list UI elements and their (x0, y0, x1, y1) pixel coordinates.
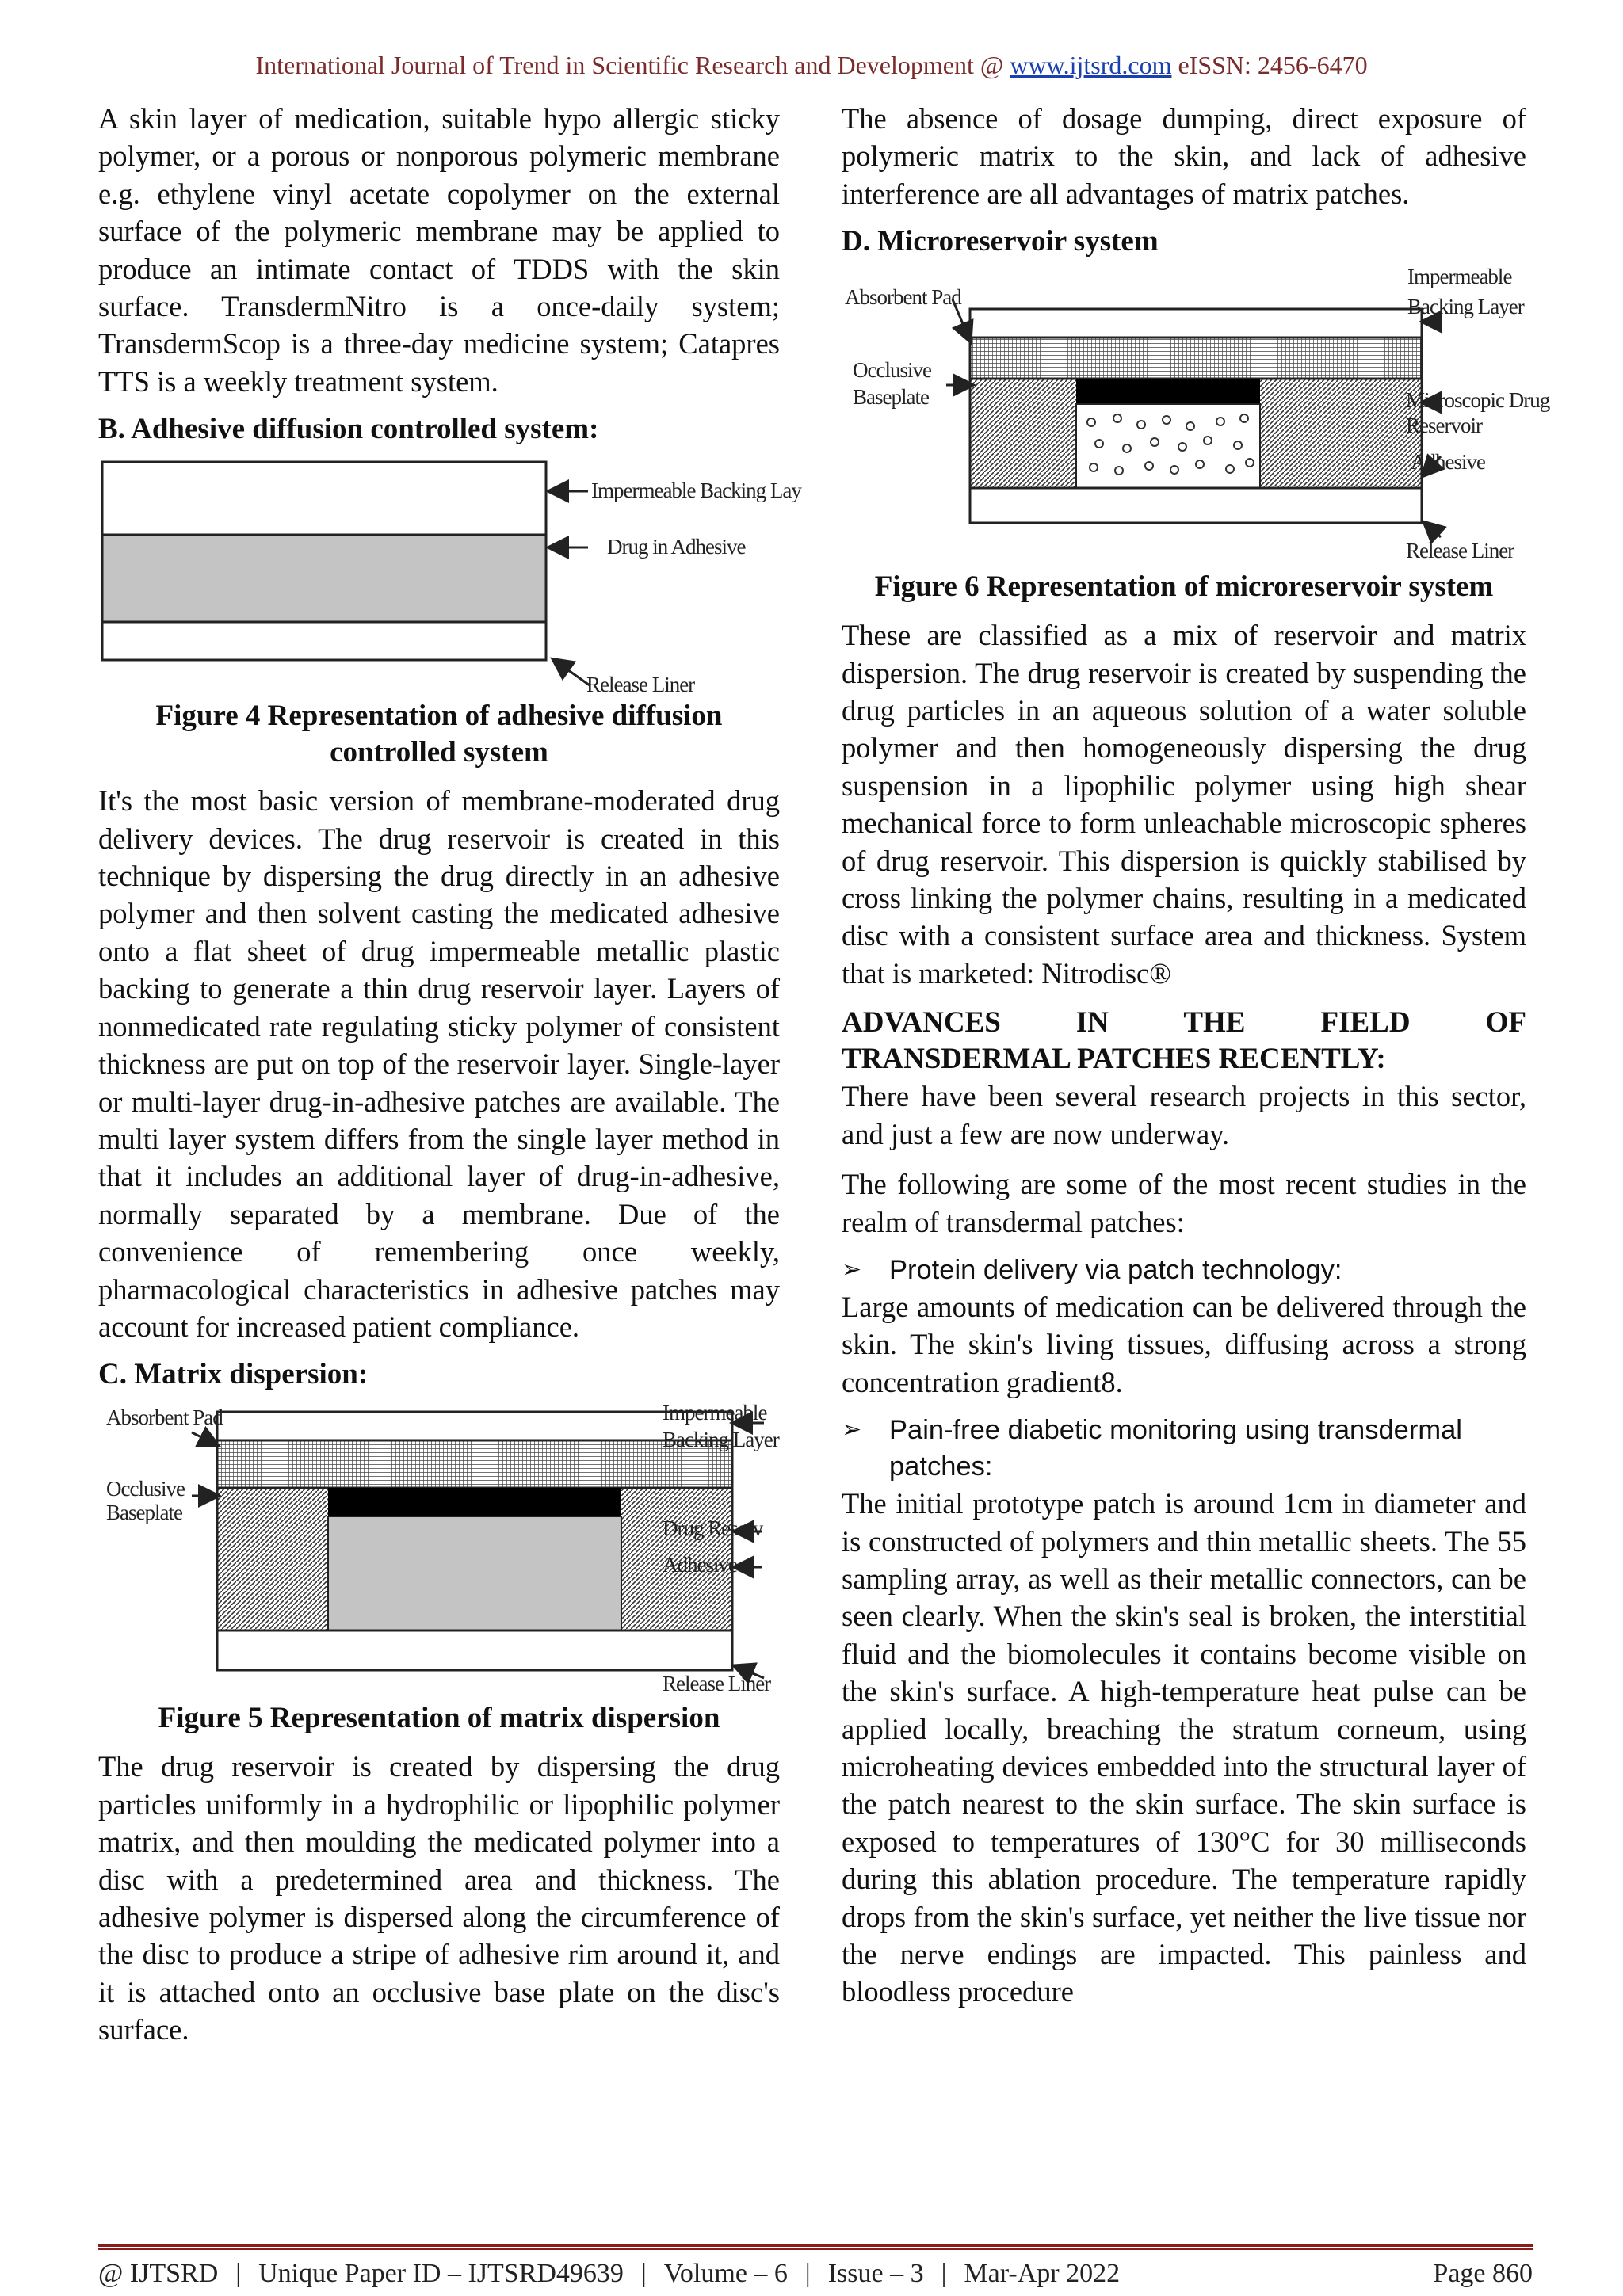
arrow-bullet-icon: ➢ (842, 1416, 862, 1444)
advances-heading-line2: TRANSDERMAL PATCHES RECENTLY: (842, 1043, 1386, 1076)
footer-separator: | (640, 2259, 647, 2288)
label-release-liner: Release Liner (1406, 539, 1514, 563)
section-d-heading: D. Microreservoir system (842, 225, 1159, 258)
label-absorbent-pad: Absorbent Pad (845, 285, 961, 310)
footer-separator: | (941, 2259, 947, 2288)
absorbent-pad-layer (217, 1440, 732, 1488)
footer-journal: @ IJTSRD (98, 2259, 219, 2288)
figure-5-diagram (98, 1401, 780, 1695)
footer-separator: | (235, 2259, 242, 2288)
label-backing-layer: Backing Layer (1407, 295, 1524, 319)
page-number: Page 860 (1433, 2259, 1533, 2288)
label-impermeable-backing: Impermeable Backing Lay (591, 479, 801, 503)
figure-5-caption: Figure 5 Representation of matrix dispersion (158, 1702, 720, 1735)
footer-paper-id: Unique Paper ID – IJTSRD49639 (258, 2259, 624, 2288)
right-column (842, 100, 1550, 2011)
label-adhesive: Adhesive (663, 1553, 737, 1577)
diabetic-monitoring-paragraph: The initial prototype patch is around 1cm in diameter and is constructed of polymers and thin metallic sheets. The 55 sampling array, as well as their metallic connectors, can be seen clearly. When the skin's seal is broken, the interstitial fluid and the biomolecules it contains become visible on the skin's surface. A high-temperature heat pulse can be applied locally, breaching the stratum corneum, using microheating devices embedded into the structural layer of the patch nearest to the skin surface. The skin surface is exposed to temperatures of 130°C for 30 milliseconds during this ablation procedure. The temperature rapidly drops from the skin's surface, yet neither the live tissue nor the nerve endings are impacted. This painless and bloodless procedure (842, 1487, 1526, 2008)
figure-6-caption: Figure 6 Representation of microreservoir system (874, 570, 1494, 604)
label-release-liner: Release Liner (586, 673, 695, 697)
footer-issue: Issue – 3 (827, 2259, 924, 2288)
arrow-bullet-icon: ➢ (842, 1255, 862, 1283)
label-impermeable: Impermeable (663, 1401, 767, 1425)
release-liner-layer (217, 1630, 732, 1670)
header-journal-title: International Journal of Trend in Scientific Research and Development @ (255, 51, 1004, 79)
label-baseplate: Baseplate (106, 1501, 182, 1525)
bullet-protein-delivery (842, 1252, 1526, 1288)
label-occlusive: Occlusive (106, 1477, 185, 1501)
paragraph-microreservoir: These are classified as a mix of reservoir and matrix dispersion. The drug reservoir is created by suspending the drug particles in an aqueous solution of a water soluble polymer and then homogeneously dispersing the drug suspension in a lipophilic polymer using high shear mechanical force to form unleachable microscopic spheres of drug reservoir. This dispersion is quickly stabilised by cross linking the polymer chains, resulting in a medicated disc with a consistent surface area and thickness. System that is marketed: Nitrodisc® (842, 619, 1526, 990)
footer-separator: | (804, 2259, 811, 2288)
absorbent-pad-layer (970, 338, 1422, 379)
paragraph-matrix-dispersion: The drug reservoir is created by dispersing the drug particles uniformly in a hydrophilic or lipophilic polymer matrix, and then moulding the medicated polymer into a disc with a predetermined area and thickness. The adhesive polymer is dispersed along the circumference of the disc to produce a stripe of adhesive rim around it, and it is attached onto an occlusive base plate on the disc's surface. (98, 1750, 780, 2046)
protein-delivery-paragraph: Large amounts of medication can be delivered through the skin. The skin's living tissues, diffusing across a strong concentration gradient8. (842, 1290, 1526, 1398)
intro-paragraph: A skin layer of medication, suitable hypo allergic sticky polymer, or a porous or nonporous polymeric membrane e.g. ethylene vinyl acetate copolymer on the external surface of the polymeric membrane may be applied to produce an intimate contact of TDDS with the skin surface. TransdermNitro is a once-daily system; TransdermScop is a three-day medicine system; Catapres TTS is a weekly treatment system. (98, 102, 780, 398)
figure-4-diagram (98, 456, 801, 697)
label-absorbent-pad: Absorbent Pad (106, 1405, 223, 1430)
footer-volume: Volume – 6 (663, 2259, 788, 2288)
backing-layer (102, 462, 546, 535)
label-backing-layer: Backing Layer (663, 1428, 779, 1452)
advances-paragraph-1: There have been several research projects in this sector, and just a few are now underway. (842, 1080, 1526, 1150)
label-release-liner: Release Liner (663, 1672, 771, 1696)
label-adhesive: Adhesive (1411, 450, 1485, 475)
section-c-heading: C. Matrix dispersion: (98, 1358, 369, 1391)
figure-5 (98, 1401, 780, 1695)
footer-rule-thick (98, 2244, 1533, 2247)
drug-reservoir-top (328, 1488, 621, 1516)
journal-website-link[interactable]: www.ijtsrd.com (1010, 51, 1172, 79)
section-b-heading: B. Adhesive diffusion controlled system: (98, 413, 599, 446)
release-liner-layer (970, 488, 1422, 523)
footer-date: Mar-Apr 2022 (964, 2259, 1121, 2288)
matrix-advantages-paragraph: The absence of dosage dumping, direct exposure of polymeric matrix to the skin, and lack of adhesive interference are all advantages of matrix patches. (842, 102, 1526, 210)
left-column (98, 100, 801, 2049)
advances-heading (842, 1005, 1526, 1077)
label-baseplate: Baseplate (853, 385, 929, 410)
label-reservoir: Reservoir (1406, 414, 1482, 438)
label-drug-in-adhesive: Drug in Adhesive (607, 535, 746, 559)
label-microscopic-drug: Microscopic Drug (1406, 388, 1550, 413)
microreservoir-top (1076, 379, 1260, 404)
backing-layer (970, 309, 1422, 338)
advances-heading-line1: ADVANCES IN THE FIELD OF (842, 1006, 1526, 1039)
backing-layer (217, 1412, 732, 1440)
paragraph-adhesive-diffusion: It's the most basic version of membrane-moderated drug delivery devices. The drug reservoir is created in this technique by dispersing the drug directly in an adhesive polymer and then solvent casting the medicated adhesive onto a flat sheet of drug impermeable metallic plastic backing to generate a thin drug reservoir layer. Layers of nonmedicated rate regulating sticky polymer of consistent thickness are put on top of the reservoir layer. Single-layer or multi-layer drug-in-adhesive patches are available. The multi layer system differs from the single layer method in that it includes an additional layer of drug-in-adhesive, normally separated by a membrane. Due of the convenience of remembering once weekly, pharmacological characteristics in adhesive patches may account for increased patient compliance. (98, 784, 780, 1343)
bullet-diabetic-monitoring (842, 1412, 1526, 1485)
label-drug-reservoir: Drug Reserv (663, 1516, 763, 1541)
release-liner-layer (102, 622, 546, 660)
figure-6-diagram (842, 265, 1550, 564)
label-impermeable: Impermeable (1407, 265, 1512, 289)
figure-4-caption: Figure 4 Representation of adhesive diffusion controlled system (155, 700, 723, 769)
figure-6 (842, 265, 1550, 564)
running-footer (98, 2256, 1533, 2291)
drug-reservoir-matrix (328, 1516, 621, 1630)
bullet-diabetic-monitoring-text: Pain-free diabetic monitoring using transdermal patches: (889, 1415, 1462, 1482)
advances-paragraph-2: The following are some of the most recent studies in the realm of transdermal patches: (842, 1168, 1526, 1238)
running-header (0, 49, 1623, 81)
figure-4 (98, 456, 801, 697)
footer-rule-thin (98, 2248, 1533, 2250)
header-eissn: eISSN: 2456-6470 (1178, 51, 1368, 79)
drug-in-adhesive-layer (102, 535, 546, 622)
label-occlusive: Occlusive (853, 358, 931, 383)
bullet-protein-delivery-text: Protein delivery via patch technology: (889, 1254, 1342, 1285)
